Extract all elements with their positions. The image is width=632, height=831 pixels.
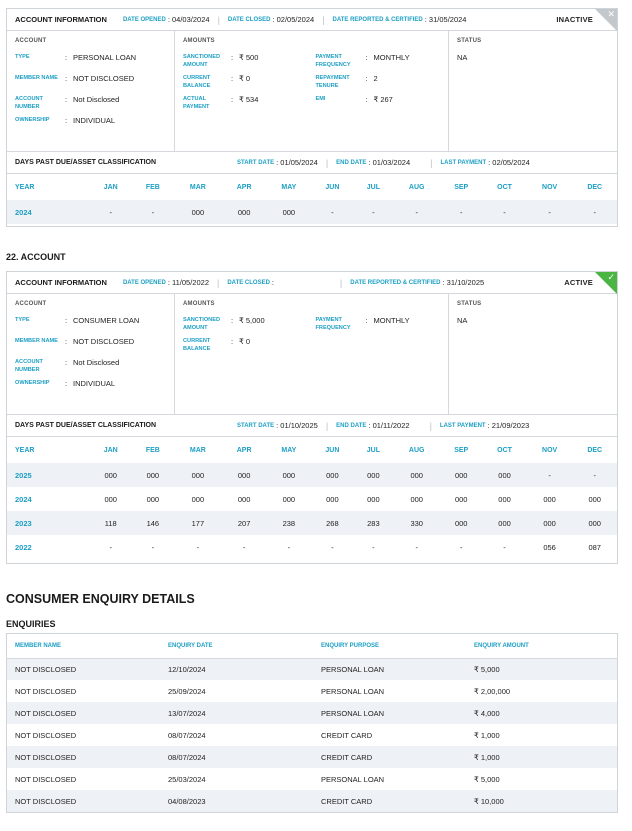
dpd-cell: -	[503, 542, 506, 552]
field-row	[183, 95, 315, 113]
field-colon: :	[65, 337, 68, 346]
dpd-column-header: APR	[236, 183, 252, 191]
enquiry-row	[7, 724, 617, 746]
dpd-cell: 000	[572, 511, 617, 535]
field-label: PAYMENT FREQUENCY	[315, 317, 351, 331]
enquiry-cell: PERSONAL LOAN	[313, 702, 466, 724]
field-row	[183, 53, 315, 71]
dpd-cell: -	[393, 200, 440, 224]
dpd-column-header: FEB	[145, 183, 160, 191]
dpd-cell: 000	[393, 463, 440, 487]
dpd-cell: 000	[191, 494, 205, 504]
field-value: 2	[373, 74, 378, 83]
dpd-cell: -	[109, 542, 112, 552]
field-row	[15, 337, 166, 355]
status-column	[449, 31, 617, 151]
field-value: INDIVIDUAL	[73, 116, 116, 125]
field-label: REPAYMENT TENURE	[315, 75, 350, 89]
account-info-header	[7, 9, 617, 31]
field-row	[15, 53, 166, 71]
field-colon: :	[65, 316, 68, 325]
field-colon: :	[65, 358, 68, 367]
divider: |	[322, 14, 325, 25]
dpd-column-header: JAN	[103, 183, 118, 191]
dpd-cell: -	[440, 200, 482, 224]
divider: |	[217, 277, 220, 288]
dpd-cell: 2023	[7, 511, 90, 535]
dpd-cell: 000	[353, 463, 393, 487]
field-value: Not Disclosed	[73, 358, 120, 367]
enquiry-cell: NOT DISCLOSED	[7, 658, 160, 680]
end-date-label: END DATE	[336, 159, 367, 166]
start-date-label: START DATE	[237, 422, 275, 429]
enquiry-cell: PERSONAL LOAN	[313, 658, 466, 680]
field-row	[15, 74, 166, 92]
enquiry-cell: CREDIT CARD	[313, 790, 466, 812]
field-label: OWNERSHIP	[15, 380, 50, 386]
field-value: Not Disclosed	[73, 95, 120, 104]
dpd-cell: -	[132, 200, 174, 224]
enquiry-cell: ₹ 1,000	[466, 746, 617, 768]
field-label: PAYMENT FREQUENCY	[315, 54, 351, 68]
dpd-cell: 2024	[7, 200, 90, 224]
dpd-cell: 2025	[7, 463, 90, 487]
date-opened-value: : 04/03/2024	[167, 15, 210, 24]
field-label: CURRENT BALANCE	[183, 338, 211, 352]
field-row	[15, 95, 166, 113]
account-card-2	[6, 271, 618, 564]
dpd-column-header: YEAR	[15, 183, 35, 191]
field-label: OWNERSHIP	[15, 117, 50, 123]
account-info-title: ACCOUNT INFORMATION	[15, 278, 107, 287]
divider: |	[429, 420, 432, 431]
field-row	[15, 316, 166, 334]
amounts-column-title: AMOUNTS	[183, 38, 215, 44]
field-label: SANCTIONED AMOUNT	[183, 317, 220, 331]
dpd-column-header: JUN	[325, 446, 340, 454]
start-date-label: START DATE	[237, 159, 275, 166]
dpd-column-header: MAR	[189, 446, 206, 454]
status-badge: INACTIVE	[556, 15, 593, 24]
account-details	[7, 294, 617, 415]
dpd-cell: 000	[222, 463, 266, 487]
dpd-column-header: MAY	[281, 183, 297, 191]
enquiries-column-header: ENQUIRY DATE	[160, 634, 313, 658]
date-closed-label: DATE CLOSED	[227, 16, 271, 23]
field-row	[315, 95, 440, 113]
dpd-cell: 238	[266, 511, 311, 535]
enquiries-table	[7, 634, 617, 812]
dpd-cell: -	[415, 542, 418, 552]
field-colon: :	[231, 95, 234, 104]
dpd-cell: 000	[543, 494, 556, 504]
enquiry-row	[7, 768, 617, 790]
dpd-cell: 283	[353, 511, 393, 535]
enquiry-row	[7, 790, 617, 812]
dpd-cell: 000	[90, 463, 132, 487]
dpd-title: DAYS PAST DUE/ASSET CLASSIFICATION	[15, 422, 157, 429]
check-icon: ✓	[607, 272, 615, 282]
field-row	[183, 337, 315, 355]
field-colon: :	[231, 53, 234, 62]
enquiry-cell: ₹ 2,00,000	[474, 686, 511, 696]
dpd-cell: 000	[367, 494, 380, 504]
dpd-header	[7, 415, 617, 437]
field-row	[183, 316, 315, 334]
enquiry-row	[7, 702, 617, 724]
dpd-row	[7, 487, 617, 511]
dpd-cell: 000	[174, 200, 222, 224]
status-badge: ACTIVE	[564, 278, 593, 287]
enquiry-cell: ₹ 5,000	[466, 658, 617, 680]
dpd-column-header: YEAR	[15, 446, 35, 454]
last-payment-label: LAST PAYMENT	[440, 159, 487, 166]
divider: |	[339, 277, 343, 288]
field-row	[15, 358, 166, 376]
field-label: MEMBER NAME	[15, 75, 58, 81]
dpd-cell: 000	[311, 463, 353, 487]
end-date-value: : 01/03/2024	[368, 158, 411, 167]
dpd-cell: 000	[146, 494, 160, 504]
dpd-cell: -	[372, 542, 375, 552]
enquiries-column-header: MEMBER NAME	[7, 634, 160, 658]
dpd-cell: -	[527, 463, 573, 487]
date-opened-label: DATE OPENED	[122, 16, 166, 23]
date-reported-value: : 31/10/2025	[442, 278, 485, 287]
dpd-column-header: MAR	[189, 183, 206, 191]
field-label: EMI	[315, 96, 326, 102]
enquiry-cell: PERSONAL LOAN	[321, 686, 385, 696]
dpd-cell: 2022	[15, 542, 32, 552]
field-colon: :	[231, 337, 234, 346]
field-value: ₹ 0	[239, 74, 251, 83]
dpd-column-header: SEP	[454, 446, 469, 454]
divider: |	[217, 14, 220, 25]
dpd-cell: -	[353, 200, 393, 224]
amounts-column	[175, 31, 449, 151]
enquiry-cell: NOT DISCLOSED	[7, 746, 160, 768]
dpd-cell: 000	[440, 511, 482, 535]
enquiry-cell: CREDIT CARD	[313, 746, 466, 768]
dpd-cell: 000	[174, 463, 222, 487]
last-payment-label: LAST PAYMENT	[439, 422, 486, 429]
field-value: NOT DISCLOSED	[73, 337, 135, 346]
dpd-column-header: JUL	[366, 183, 380, 191]
enquiry-cell: NOT DISCLOSED	[15, 774, 77, 784]
dpd-cell: 000	[266, 463, 311, 487]
field-label: CURRENT BALANCE	[183, 75, 211, 89]
field-colon: :	[65, 116, 68, 125]
status-column-title: STATUS	[457, 301, 482, 307]
dpd-column-header: OCT	[497, 183, 512, 191]
dpd-cell: -	[459, 542, 463, 552]
date-reported-value: : 31/05/2024	[424, 15, 467, 24]
account-info-header	[7, 272, 617, 294]
dpd-cell: 000	[454, 494, 468, 504]
enquiry-cell: 25/09/2024	[168, 686, 206, 696]
date-closed-label: DATE CLOSED	[227, 279, 270, 286]
field-value: ₹ 500	[239, 53, 259, 62]
account-column	[7, 294, 175, 414]
dpd-column-header: JAN	[103, 446, 118, 454]
field-value: MONTHLY	[373, 53, 410, 62]
dpd-cell: -	[482, 200, 526, 224]
enquiries-card	[6, 633, 618, 813]
enquiry-cell: 13/07/2024	[160, 702, 313, 724]
field-colon: :	[65, 53, 68, 62]
enquiry-cell: NOT DISCLOSED	[15, 730, 77, 740]
dpd-column-header: AUG	[408, 183, 425, 191]
dpd-cell: -	[311, 200, 353, 224]
last-payment-value: : 02/05/2024	[488, 158, 530, 167]
divider: |	[325, 157, 329, 168]
date-reported-label: DATE REPORTED & CERTIFIED	[350, 279, 441, 286]
dpd-column-header: NOV	[542, 183, 558, 191]
date-closed-value: :	[271, 278, 274, 287]
field-value: INDIVIDUAL	[73, 379, 116, 388]
dpd-table	[7, 174, 617, 224]
divider: |	[430, 157, 433, 168]
enquiry-row	[7, 658, 617, 680]
dpd-column-header: MAY	[281, 446, 297, 454]
status-column	[449, 294, 617, 414]
field-colon: :	[65, 95, 68, 104]
field-colon: :	[65, 379, 68, 388]
enquiries-column-header: ENQUIRY PURPOSE	[313, 634, 466, 658]
field-value: PERSONAL LOAN	[73, 53, 137, 62]
dpd-row	[7, 463, 617, 487]
account-card-1	[6, 8, 618, 227]
date-closed-value: : 02/05/2024	[272, 15, 315, 24]
field-label: SANCTIONED AMOUNT	[183, 54, 220, 68]
dpd-cell: 087	[588, 542, 601, 552]
enquiry-cell: ₹ 5,000	[474, 774, 500, 784]
field-row	[315, 53, 440, 71]
dpd-table	[7, 437, 617, 559]
account-column	[7, 31, 175, 151]
enquiries-column-header: ENQUIRY AMOUNT	[466, 634, 617, 658]
dpd-cell: 146	[132, 511, 174, 535]
dpd-column-header: DEC	[587, 446, 603, 454]
dpd-cell: -	[331, 542, 334, 552]
account-column-title: ACCOUNT	[15, 301, 47, 307]
dpd-cell: 2024	[15, 494, 32, 504]
date-reported-label: DATE REPORTED & CERTIFIED	[332, 16, 423, 23]
field-label: ACTUAL PAYMENT	[183, 96, 210, 110]
enquiry-cell: ₹ 10,000	[466, 790, 617, 812]
dpd-cell: 000	[282, 494, 296, 504]
dpd-cell: -	[572, 200, 617, 224]
dpd-cell: 000	[482, 463, 526, 487]
dpd-cell: -	[287, 542, 291, 552]
dpd-cell: -	[242, 542, 246, 552]
dpd-cell: 000	[527, 511, 573, 535]
dpd-column-header: FEB	[145, 446, 160, 454]
dpd-cell: 000	[237, 494, 251, 504]
account-info-title: ACCOUNT INFORMATION	[15, 15, 107, 24]
field-colon: :	[231, 316, 234, 325]
dpd-column-header: JUL	[366, 446, 380, 454]
field-label: TYPE	[15, 317, 30, 323]
dpd-column-header: APR	[236, 446, 252, 454]
enquiry-cell: NOT DISCLOSED	[7, 702, 160, 724]
status-column-title: STATUS	[457, 38, 482, 44]
dpd-cell: 268	[311, 511, 353, 535]
dpd-cell: -	[151, 542, 155, 552]
dpd-cell: 000	[132, 463, 174, 487]
dpd-cell: 000	[482, 511, 526, 535]
status-value: NA	[457, 316, 468, 325]
dpd-cell: -	[196, 542, 200, 552]
field-value: ₹ 534	[239, 95, 259, 104]
enquiry-row	[7, 680, 617, 702]
enquiry-cell: NOT DISCLOSED	[7, 790, 160, 812]
dpd-row	[7, 511, 617, 535]
field-value: NOT DISCLOSED	[73, 74, 135, 83]
enquiry-cell: ₹ 4,000	[466, 702, 617, 724]
enquiry-cell: NOT DISCLOSED	[15, 686, 77, 696]
field-value: ₹ 267	[373, 95, 393, 104]
dpd-column-header: DEC	[587, 183, 603, 191]
field-value: ₹ 5,000	[239, 316, 265, 325]
end-date-label: END DATE	[336, 422, 367, 429]
dpd-column-header: SEP	[454, 183, 469, 191]
field-label: ACCOUNT NUMBER	[15, 359, 43, 373]
status-value: NA	[457, 53, 468, 62]
dpd-title: DAYS PAST DUE/ASSET CLASSIFICATION	[15, 159, 157, 166]
date-opened-label: DATE OPENED	[122, 279, 166, 286]
enquiry-cell: 08/07/2024	[160, 746, 313, 768]
divider: |	[325, 420, 329, 431]
start-date-value: : 01/10/2025	[276, 421, 318, 430]
account-section-title: 22. ACCOUNT	[6, 252, 66, 262]
account-details	[7, 31, 617, 152]
dpd-cell: 000	[440, 463, 482, 487]
dpd-cell: 000	[266, 200, 311, 224]
enquiry-cell: 04/08/2023	[160, 790, 313, 812]
dpd-header-row	[7, 174, 617, 200]
dpd-cell: 177	[174, 511, 222, 535]
field-value: CONSUMER LOAN	[73, 316, 140, 325]
dpd-cell: -	[527, 200, 573, 224]
enquiry-cell: 08/07/2024	[168, 730, 206, 740]
dpd-cell: 000	[222, 200, 266, 224]
dpd-cell: 330	[393, 511, 440, 535]
dpd-row	[7, 200, 617, 224]
enquiry-cell: 25/03/2024	[168, 774, 206, 784]
enquiry-cell: CREDIT CARD	[321, 730, 373, 740]
close-icon: ✕	[607, 9, 615, 19]
field-label: MEMBER NAME	[15, 338, 58, 344]
dpd-cell: 000	[588, 494, 601, 504]
field-value: MONTHLY	[373, 316, 410, 325]
dpd-column-header: OCT	[497, 446, 512, 454]
consumer-enquiry-title: CONSUMER ENQUIRY DETAILS	[6, 592, 195, 606]
dpd-cell: 000	[410, 494, 423, 504]
enquiries-header-row	[7, 634, 617, 658]
enquiry-cell: PERSONAL LOAN	[321, 774, 385, 784]
field-row	[15, 379, 166, 397]
field-row	[315, 74, 440, 92]
dpd-row	[7, 535, 617, 559]
field-colon: :	[231, 74, 234, 83]
dpd-cell: 118	[90, 511, 132, 535]
start-date-value: : 01/05/2024	[276, 158, 318, 167]
dpd-header	[7, 152, 617, 174]
account-column-title: ACCOUNT	[15, 38, 47, 44]
dpd-cell: 056	[543, 542, 556, 552]
last-payment-value: : 21/09/2023	[487, 421, 530, 430]
enquiry-cell: 12/10/2024	[160, 658, 313, 680]
dpd-column-header: JUN	[325, 183, 340, 191]
field-row	[15, 116, 166, 134]
field-row	[315, 316, 440, 334]
dpd-column-header: NOV	[542, 446, 558, 454]
enquiries-subtitle: ENQUIRIES	[6, 619, 56, 629]
dpd-cell: 000	[104, 494, 117, 504]
amounts-column	[175, 294, 449, 414]
field-value: ₹ 0	[239, 337, 251, 346]
field-colon: :	[65, 74, 68, 83]
field-colon: :	[365, 74, 368, 83]
date-opened-value: : 11/05/2022	[167, 278, 209, 287]
dpd-cell: 000	[326, 494, 339, 504]
dpd-header-row	[7, 437, 617, 463]
field-colon: :	[365, 316, 368, 325]
dpd-cell: -	[90, 200, 132, 224]
enquiry-cell: ₹ 1,000	[474, 730, 500, 740]
field-row	[183, 74, 315, 92]
dpd-column-header: AUG	[408, 446, 425, 454]
end-date-value: : 01/11/2022	[368, 421, 410, 430]
field-colon: :	[365, 95, 368, 104]
dpd-cell: 207	[222, 511, 266, 535]
field-label: ACCOUNT NUMBER	[15, 96, 43, 110]
dpd-cell: 000	[498, 494, 511, 504]
field-colon: :	[365, 53, 368, 62]
dpd-cell: -	[572, 463, 617, 487]
amounts-column-title: AMOUNTS	[183, 301, 215, 307]
enquiry-row	[7, 746, 617, 768]
field-label: TYPE	[15, 54, 30, 60]
